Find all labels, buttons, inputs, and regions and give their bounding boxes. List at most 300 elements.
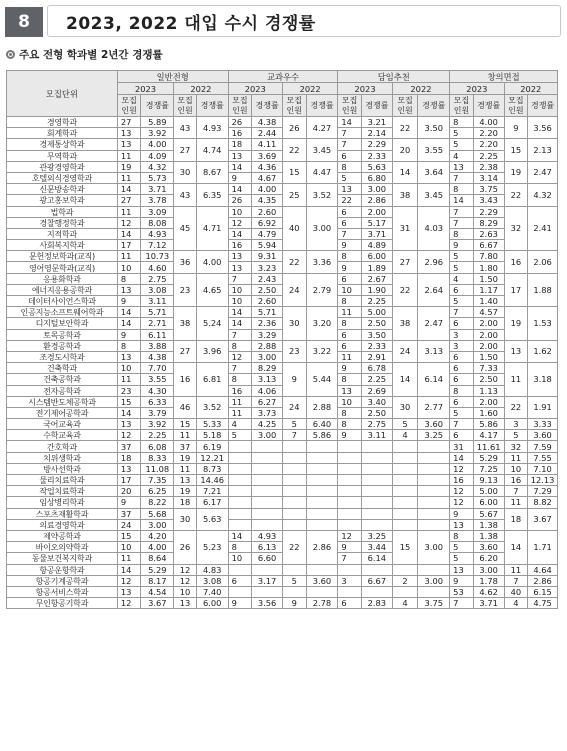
- group-header: 교과우수: [228, 71, 338, 83]
- rate-header: 경쟁률: [361, 95, 392, 117]
- recruit-2022: 30: [174, 508, 197, 530]
- recruit-2023: 6: [450, 284, 474, 295]
- rate-2023: 2.60: [252, 206, 283, 217]
- recruit-2022: [392, 441, 418, 452]
- rate-2023: 2.50: [473, 374, 504, 385]
- recruit-2022: 27: [392, 251, 418, 273]
- recruit-2022: 2: [392, 575, 418, 586]
- recruit-2023: 7: [450, 217, 474, 228]
- rate-2022: [418, 463, 450, 474]
- recruit-2023: 5: [450, 251, 474, 262]
- rate-2022: 5.33: [196, 419, 228, 430]
- recruit-2022: 23: [174, 273, 197, 307]
- rate-2023: [252, 441, 283, 452]
- rate-2023: 2.36: [252, 318, 283, 329]
- rate-2023: 1.13: [473, 385, 504, 396]
- recruit-2023: 6: [228, 575, 252, 586]
- unit-name: 토목공학과: [7, 329, 118, 340]
- recruit-2023: 14: [228, 307, 252, 318]
- rate-2022: [306, 452, 338, 463]
- rate-2022: 7.21: [196, 486, 228, 497]
- recruit-2022: 22: [282, 530, 306, 564]
- unit-name: 신문방송학과: [7, 184, 118, 195]
- rate-2022: 3.18: [528, 363, 558, 397]
- recruit-2023: 6: [450, 363, 474, 374]
- table-row: [7, 486, 558, 497]
- recruit-header: 모집 인원: [450, 95, 474, 117]
- rate-2023: 1.90: [361, 284, 392, 295]
- year-header: 2022: [504, 83, 557, 95]
- recruit-2023: 17: [117, 475, 141, 486]
- recruit-2022: 30: [392, 396, 418, 418]
- table-row: [7, 240, 558, 251]
- rate-2023: 2.25: [141, 430, 174, 441]
- rate-2023: 5.71: [141, 307, 174, 318]
- rate-2022: [306, 441, 338, 452]
- recruit-2023: 19: [117, 161, 141, 172]
- recruit-2023: 13: [450, 519, 474, 530]
- rate-2022: [418, 519, 450, 530]
- unit-name: 경영학과: [7, 117, 118, 128]
- unit-name: 치위생학과: [7, 452, 118, 463]
- rate-2022: 3.60: [306, 575, 338, 586]
- rate-2022: 5.86: [306, 430, 338, 441]
- recruit-2022: 22: [282, 139, 306, 161]
- rate-2023: 1.50: [473, 351, 504, 362]
- recruit-2022: 14: [392, 161, 418, 183]
- rate-2023: 5.29: [141, 564, 174, 575]
- recruit-2023: 13: [450, 161, 474, 172]
- rate-2022: 7.29: [528, 486, 558, 497]
- rate-2022: 3.56: [528, 117, 558, 139]
- rate-2023: 3.50: [361, 329, 392, 340]
- rate-header: 경쟁률: [418, 95, 450, 117]
- rate-2022: [418, 452, 450, 463]
- rate-2022: 7.55: [528, 452, 558, 463]
- rate-2023: 2.20: [473, 128, 504, 139]
- recruit-2023: 7: [228, 329, 252, 340]
- table-row: [7, 419, 558, 430]
- rate-2023: 6.14: [361, 553, 392, 564]
- recruit-2023: 12: [117, 598, 141, 609]
- rate-2022: [306, 497, 338, 508]
- rate-2023: 4.20: [141, 530, 174, 541]
- subtitle-text: 주요 전형 학과별 2년간 경쟁률: [19, 49, 163, 61]
- recruit-2022: 12: [174, 564, 197, 575]
- rate-2022: 2.86: [306, 530, 338, 564]
- table-row: [7, 150, 558, 161]
- rate-2023: 9.31: [252, 251, 283, 262]
- unit-name: 전자공학과: [7, 385, 118, 396]
- unit-name: 건축공학과: [7, 374, 118, 385]
- recruit-2022: 43: [174, 184, 197, 206]
- recruit-2023: 16: [228, 385, 252, 396]
- rate-2023: 5.73: [141, 172, 174, 183]
- recruit-header: 모집 인원: [117, 95, 141, 117]
- recruit-2022: 11: [504, 564, 528, 575]
- recruit-2022: 30: [174, 161, 197, 183]
- recruit-2022: 17: [504, 273, 528, 307]
- recruit-2023: 8: [338, 419, 362, 430]
- rate-2023: 3.73: [252, 407, 283, 418]
- rate-2022: 6.19: [196, 441, 228, 452]
- rate-2022: 4.27: [306, 117, 338, 139]
- recruit-2023: [338, 441, 362, 452]
- table-row: [7, 172, 558, 183]
- rate-2023: [252, 452, 283, 463]
- recruit-2023: 27: [117, 117, 141, 128]
- rate-2023: [361, 486, 392, 497]
- recruit-2023: 13: [228, 251, 252, 262]
- table-row: [7, 251, 558, 262]
- unit-name: 무인항공기학과: [7, 598, 118, 609]
- table-row: [7, 530, 558, 541]
- table-row: [7, 284, 558, 295]
- recruit-2022: 15: [174, 419, 197, 430]
- recruit-2022: 9: [282, 598, 306, 609]
- rate-2023: 8.22: [141, 497, 174, 508]
- recruit-2023: 5: [450, 128, 474, 139]
- recruit-2022: 22: [392, 117, 418, 139]
- recruit-2023: 8: [228, 374, 252, 385]
- rate-2022: 3.60: [418, 419, 450, 430]
- rate-2022: 6.17: [196, 497, 228, 508]
- recruit-2023: 13: [117, 128, 141, 139]
- recruit-2022: [392, 519, 418, 530]
- rate-2023: 11.08: [141, 463, 174, 474]
- rate-2022: 3.67: [528, 508, 558, 530]
- rate-2023: [361, 586, 392, 597]
- recruit-2022: [282, 452, 306, 463]
- recruit-2022: 30: [282, 307, 306, 341]
- unit-name: 법학과: [7, 206, 118, 217]
- unit-name: 영어영문학과(교직): [7, 262, 118, 273]
- rate-2023: 3.00: [473, 564, 504, 575]
- recruit-2023: 4: [228, 419, 252, 430]
- recruit-2022: 23: [282, 340, 306, 362]
- recruit-2023: [228, 519, 252, 530]
- rate-2023: 3.71: [361, 228, 392, 239]
- rate-2023: 3.14: [473, 172, 504, 183]
- rate-2022: 8.67: [196, 161, 228, 183]
- recruit-2023: 7: [450, 598, 474, 609]
- rate-2023: 7.35: [141, 475, 174, 486]
- unit-name: 환경공학과: [7, 340, 118, 351]
- recruit-2022: 27: [174, 340, 197, 362]
- recruit-2023: 12: [450, 497, 474, 508]
- year-header: 2023: [228, 83, 282, 95]
- rate-2023: 8.08: [141, 217, 174, 228]
- rate-2023: 2.14: [361, 128, 392, 139]
- recruit-2023: 6: [338, 217, 362, 228]
- recruit-2023: 3: [450, 329, 474, 340]
- recruit-2022: 43: [174, 117, 197, 139]
- rate-2023: 1.17: [473, 284, 504, 295]
- recruit-2023: 11: [228, 396, 252, 407]
- rate-2023: [252, 508, 283, 519]
- rate-2023: 2.69: [361, 385, 392, 396]
- rate-2023: 6.08: [141, 441, 174, 452]
- rate-2023: 7.70: [141, 363, 174, 374]
- table-row: [7, 318, 558, 329]
- recruit-2022: [282, 463, 306, 474]
- recruit-header: 모집 인원: [228, 95, 252, 117]
- rate-2023: [252, 519, 283, 530]
- rate-2023: 4.32: [141, 161, 174, 172]
- rate-2023: 2.60: [252, 296, 283, 307]
- rate-header: 경쟁률: [252, 95, 283, 117]
- rate-2023: 4.89: [361, 240, 392, 251]
- recruit-2023: 13: [117, 284, 141, 295]
- recruit-2022: 13: [174, 475, 197, 486]
- recruit-2023: 7: [228, 273, 252, 284]
- recruit-2023: 10: [228, 553, 252, 564]
- recruit-2022: 40: [504, 586, 528, 597]
- rate-2023: 6.33: [141, 396, 174, 407]
- rate-2022: 12.13: [528, 475, 558, 486]
- recruit-2022: 5: [282, 419, 306, 430]
- table-row: [7, 128, 558, 139]
- rate-2023: 2.00: [473, 318, 504, 329]
- unit-name: 데이터사이언스학과: [7, 296, 118, 307]
- rate-2023: 2.75: [141, 273, 174, 284]
- recruit-2023: 12: [117, 217, 141, 228]
- rate-2022: [418, 475, 450, 486]
- rate-2023: 1.78: [473, 575, 504, 586]
- recruit-2023: 10: [338, 284, 362, 295]
- rate-header: 경쟁률: [473, 95, 504, 117]
- recruit-2023: 13: [338, 385, 362, 396]
- recruit-2023: [338, 586, 362, 597]
- recruit-2023: 11: [117, 251, 141, 262]
- recruit-2022: 19: [174, 486, 197, 497]
- rate-2023: [252, 486, 283, 497]
- unit-name: 건축학과: [7, 363, 118, 374]
- recruit-2023: 27: [117, 195, 141, 206]
- recruit-2023: 5: [450, 296, 474, 307]
- rate-2023: 2.44: [252, 128, 283, 139]
- recruit-2023: 12: [228, 217, 252, 228]
- recruit-2022: 38: [392, 184, 418, 206]
- recruit-2023: 6: [338, 150, 362, 161]
- recruit-2023: 8: [338, 407, 362, 418]
- rate-2022: [418, 486, 450, 497]
- table-row: [7, 452, 558, 463]
- recruit-2023: 13: [117, 419, 141, 430]
- table-row: [7, 161, 558, 172]
- recruit-2023: 14: [450, 195, 474, 206]
- table-row: [7, 363, 558, 374]
- rate-2022: 2.47: [418, 307, 450, 341]
- rate-2023: 3.56: [252, 598, 283, 609]
- rate-2023: 6.20: [473, 553, 504, 564]
- table-row: [7, 519, 558, 530]
- recruit-2023: 15: [117, 530, 141, 541]
- recruit-2023: 11: [117, 206, 141, 217]
- recruit-2023: 14: [228, 318, 252, 329]
- recruit-2023: [228, 441, 252, 452]
- rate-2023: 3.29: [252, 329, 283, 340]
- rate-2022: 3.60: [528, 430, 558, 441]
- section-subtitle: [6, 47, 163, 62]
- recruit-2022: 26: [174, 530, 197, 564]
- rate-2022: 7.10: [528, 463, 558, 474]
- rate-2023: [361, 452, 392, 463]
- recruit-2023: 12: [450, 463, 474, 474]
- unit-header: 모집단위: [7, 71, 118, 117]
- rate-2023: 2.50: [252, 284, 283, 295]
- rate-2022: 2.86: [528, 575, 558, 586]
- rate-2022: 2.47: [528, 161, 558, 183]
- rate-2023: 3.43: [473, 195, 504, 206]
- rate-2023: 2.29: [473, 206, 504, 217]
- rate-2023: 2.50: [361, 318, 392, 329]
- rate-2023: 1.60: [473, 407, 504, 418]
- table-row: [7, 586, 558, 597]
- recruit-2023: 8: [338, 318, 362, 329]
- recruit-2023: 6: [338, 598, 362, 609]
- rate-2023: 6.67: [361, 575, 392, 586]
- recruit-2023: 7: [338, 228, 362, 239]
- recruit-2022: 11: [174, 430, 197, 441]
- rate-2022: 2.06: [528, 251, 558, 273]
- rate-2023: 2.25: [473, 150, 504, 161]
- recruit-2023: 9: [117, 497, 141, 508]
- year-header: 2023: [338, 83, 392, 95]
- year-header: 2022: [392, 83, 449, 95]
- unit-name: 간호학과: [7, 441, 118, 452]
- recruit-2023: 31: [450, 441, 474, 452]
- recruit-2022: 46: [174, 396, 197, 418]
- rate-2023: 4.79: [252, 228, 283, 239]
- unit-name: 관광경영학과: [7, 161, 118, 172]
- recruit-2022: [392, 564, 418, 575]
- recruit-2022: 7: [504, 486, 528, 497]
- recruit-2023: 8: [338, 374, 362, 385]
- recruit-2022: 10: [174, 586, 197, 597]
- rate-2023: 3.00: [252, 351, 283, 362]
- rate-2022: [306, 586, 338, 597]
- rate-2023: 5.29: [473, 452, 504, 463]
- competition-rate-table: [6, 70, 558, 609]
- rate-2023: 2.83: [361, 598, 392, 609]
- recruit-2023: 13: [228, 262, 252, 273]
- recruit-2022: 32: [504, 441, 528, 452]
- recruit-2023: 8: [338, 161, 362, 172]
- rate-2023: [361, 519, 392, 530]
- unit-name: 전기제어공학과: [7, 407, 118, 418]
- rate-2023: 3.78: [141, 195, 174, 206]
- recruit-2023: 37: [117, 508, 141, 519]
- table-row: [7, 475, 558, 486]
- rate-2023: 3.67: [141, 598, 174, 609]
- rate-2023: 5.17: [361, 217, 392, 228]
- recruit-2022: 22: [282, 251, 306, 273]
- rate-2023: 4.67: [252, 172, 283, 183]
- recruit-2023: [338, 475, 362, 486]
- recruit-2023: 7: [450, 307, 474, 318]
- rate-2023: 2.63: [473, 228, 504, 239]
- rate-2022: [418, 497, 450, 508]
- rate-2023: 3.25: [361, 530, 392, 541]
- table-row: [7, 430, 558, 441]
- recruit-2022: 5: [504, 430, 528, 441]
- rate-2023: 2.33: [361, 150, 392, 161]
- rate-2023: 4.35: [252, 195, 283, 206]
- table-row: [7, 117, 558, 128]
- recruit-2022: [282, 564, 306, 575]
- table-row: [7, 598, 558, 609]
- rate-2023: 3.11: [361, 430, 392, 441]
- recruit-2023: 14: [228, 184, 252, 195]
- rate-2023: 4.00: [473, 117, 504, 128]
- rate-2023: 8.64: [141, 553, 174, 564]
- rate-2023: [361, 463, 392, 474]
- recruit-2022: [282, 497, 306, 508]
- recruit-2022: 15: [504, 139, 528, 161]
- rate-2023: 4.36: [252, 161, 283, 172]
- rate-2023: 4.00: [141, 139, 174, 150]
- recruit-2023: [228, 508, 252, 519]
- recruit-header: 모집 인원: [392, 95, 418, 117]
- rate-2022: 14.46: [196, 475, 228, 486]
- recruit-2023: [228, 497, 252, 508]
- page-title: 2023, 2022 대입 수시 경쟁률: [47, 5, 561, 37]
- recruit-2022: [392, 497, 418, 508]
- rate-2023: 4.54: [141, 586, 174, 597]
- rate-2023: 6.80: [361, 172, 392, 183]
- recruit-2023: 7: [338, 139, 362, 150]
- rate-2022: 5.18: [196, 430, 228, 441]
- rate-2023: 3.44: [361, 542, 392, 553]
- rate-2023: 3.88: [141, 340, 174, 351]
- unit-name: 스포츠재활학과: [7, 508, 118, 519]
- recruit-2023: 3: [338, 575, 362, 586]
- rate-2023: 4.57: [473, 307, 504, 318]
- recruit-2022: [282, 441, 306, 452]
- recruit-2023: 22: [338, 195, 362, 206]
- unit-name: 사회복지학과: [7, 240, 118, 251]
- rate-2023: 3.13: [252, 374, 283, 385]
- recruit-2023: 11: [117, 553, 141, 564]
- rate-2023: 7.25: [473, 463, 504, 474]
- recruit-2022: 45: [174, 206, 197, 251]
- rate-2023: 1.50: [473, 273, 504, 284]
- rate-2022: 6.00: [196, 598, 228, 609]
- rate-2022: 6.14: [418, 363, 450, 397]
- recruit-2023: 7: [338, 128, 362, 139]
- recruit-2022: 32: [504, 206, 528, 251]
- rate-2022: 3.25: [418, 430, 450, 441]
- table-row: [7, 340, 558, 351]
- rate-2022: 3.45: [306, 139, 338, 161]
- rate-2022: 3.45: [418, 184, 450, 206]
- recruit-2023: 5: [450, 542, 474, 553]
- recruit-2022: 16: [504, 251, 528, 273]
- recruit-2022: [392, 586, 418, 597]
- rate-2023: 2.00: [473, 396, 504, 407]
- rate-2023: 3.92: [141, 128, 174, 139]
- recruit-2022: [282, 586, 306, 597]
- rate-2023: 7.12: [141, 240, 174, 251]
- rate-2022: 4.47: [306, 161, 338, 183]
- rate-2023: 4.06: [252, 385, 283, 396]
- recruit-2023: 6: [338, 340, 362, 351]
- recruit-2022: 11: [504, 452, 528, 463]
- rate-2023: 2.43: [252, 273, 283, 284]
- recruit-2022: 15: [392, 530, 418, 564]
- rate-2023: 4.09: [141, 150, 174, 161]
